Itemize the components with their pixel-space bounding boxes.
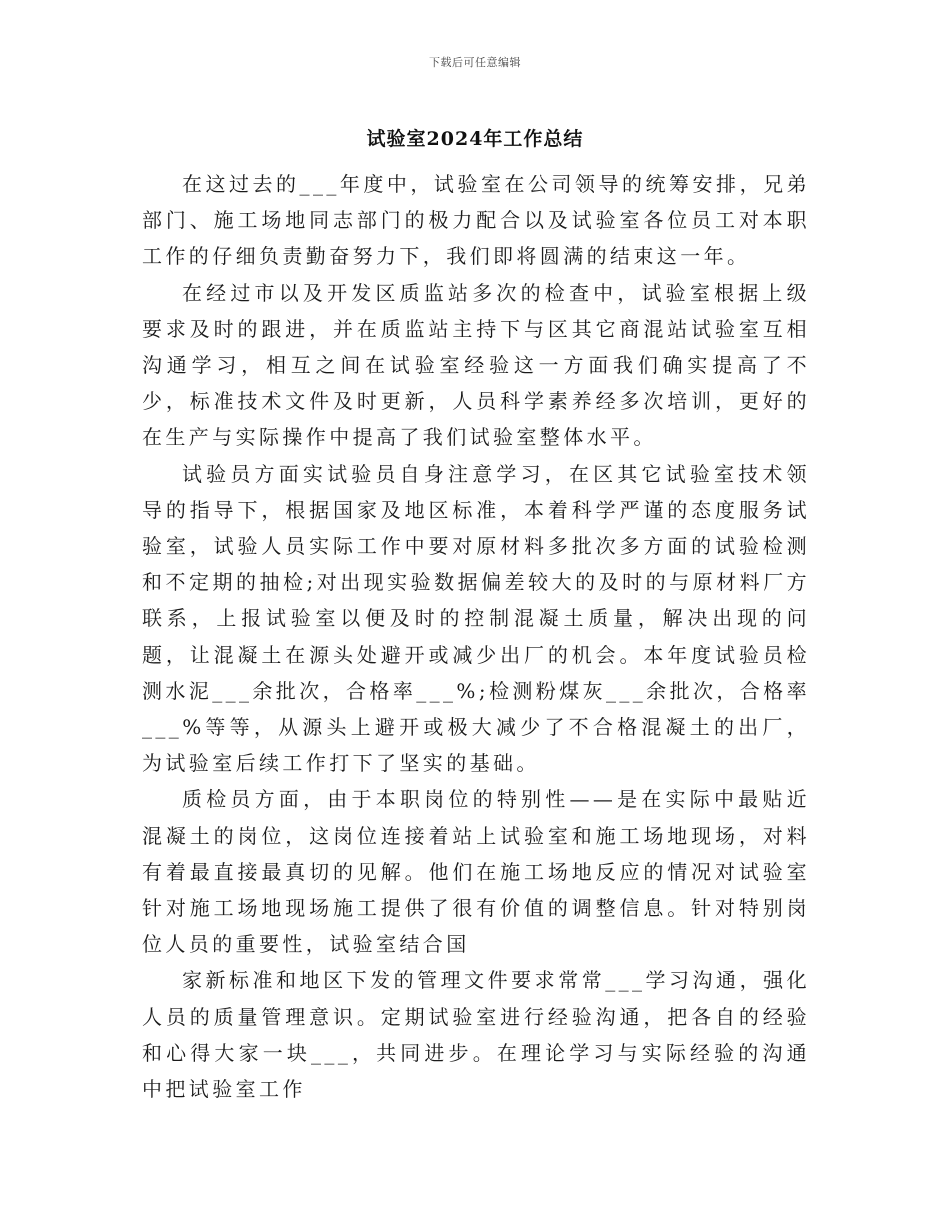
document-title: 试验室2024年工作总结: [366, 128, 584, 150]
paragraph-inspection: 在经过市以及开发区质监站多次的检查中，试验室根据上级要求及时的跟进，并在质监站主持下与区其它商混站试验室互相沟通学习，相互之间在试验室经验这一方面我们确实提高了不少，标准技术文件及时更新，人员科学素养经多次培训，更好的在生产与实际操作中提高了我们试验室整体水平。: [142, 280, 810, 450]
paragraph-intro: 在这过去的___年度中，试验室在公司领导的统筹安排，兄弟部门、施工场地同志部门的极力配合以及试验室各位员工对本职工作的仔细负责勤奋努力下，我们即将圆满的结束这一年。: [142, 172, 810, 269]
document-body: [142, 166, 810, 1107]
paragraph-testers: 试验员方面实试验员自身注意学习，在区其它试验室技术领导的指导下，根据国家及地区标准，本着科学严谨的态度服务试验室，试验人员实际工作中要对原材料多批次多方面的试验检测和不定期的抽检;对出现实验数据偏差较大的及时的与原材料厂方联系，上报试验室以便及时的控制混凝土质量，解决出现的问题，让混凝土在源头处避开或减少出厂的机会。本年度试验员检测水泥___余批次，合格率___%;检测粉煤灰___余批次，合格率___%等等，从源头上避开或极大减少了不合格混凝土的出厂，为试验室后续工作打下了坚实的基础。: [142, 461, 810, 776]
header-note: 下载后可任意编辑: [429, 56, 521, 69]
paragraph-standards: 家新标准和地区下发的管理文件要求常常___学习沟通，强化人员的质量管理意识。定期试验室进行经验沟通，把各自的经验和心得大家一块___，共同进步。在理论学习与实际经验的沟通中把试验室工作: [142, 968, 810, 1102]
paragraph-quality-inspectors: 质检员方面，由于本职岗位的特别性——是在实际中最贴近混凝土的岗位，这岗位连接着站上试验室和施工场地现场，对料有着最直接最真切的见解。他们在施工场地反应的情况对试验室针对施工场地现场施工提供了很有价值的调整信息。针对特别岗位人员的重要性，试验室结合国: [142, 787, 810, 957]
